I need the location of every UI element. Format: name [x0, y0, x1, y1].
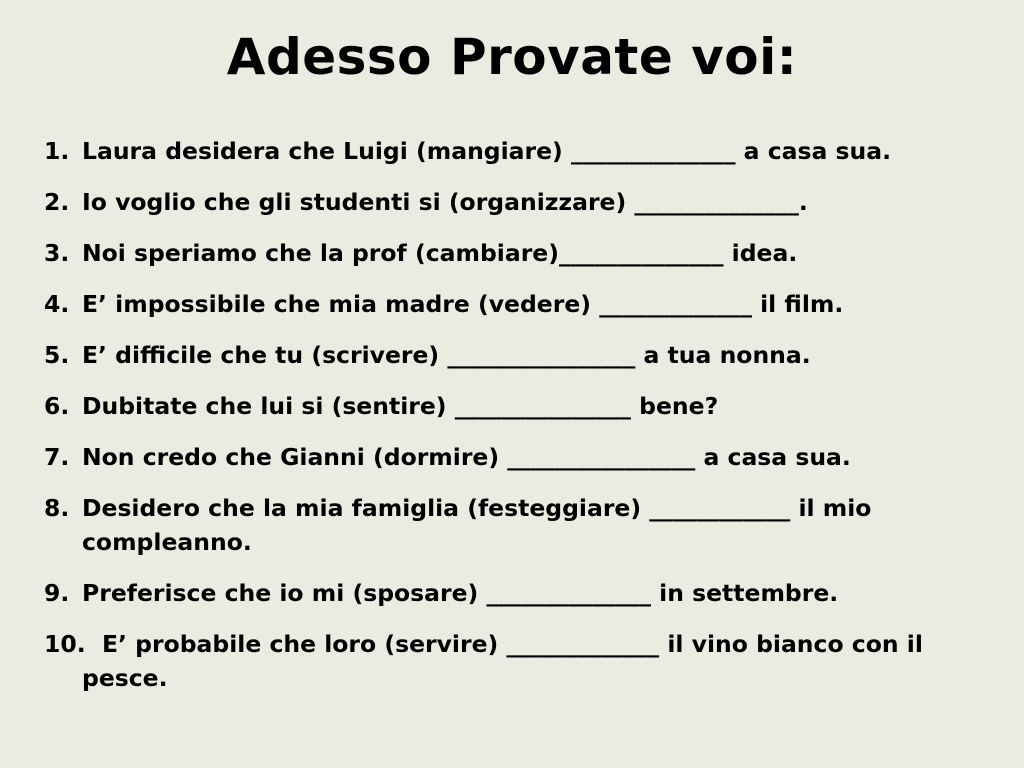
- exercise-text: Dubitate che lui si (sentire) _______________ bene?: [82, 392, 719, 420]
- exercise-number: 9.: [44, 579, 70, 607]
- exercise-text: Laura desidera che Luigi (mangiare) ______________ a casa sua.: [82, 137, 892, 165]
- exercise-number: 1.: [44, 137, 70, 165]
- exercise-number: 7.: [44, 443, 70, 471]
- exercise-item-5: [44, 338, 994, 372]
- exercise-list: [44, 134, 994, 712]
- exercise-text: Preferisce che io mi (sposare) ______________ in settembre.: [82, 579, 839, 607]
- exercise-text: E’ difficile che tu (scrivere) ________________ a tua nonna.: [82, 341, 811, 369]
- exercise-item-6: [44, 389, 994, 423]
- exercise-number: 2.: [44, 188, 70, 216]
- exercise-item-8: [44, 491, 994, 559]
- exercise-text: Non credo che Gianni (dormire) ________________ a casa sua.: [82, 443, 851, 471]
- exercise-number: 6.: [44, 392, 70, 420]
- exercise-item-3: [44, 236, 994, 270]
- exercise-number: 10.: [44, 630, 86, 658]
- exercise-text: Desidero che la mia famiglia (festeggiare) ____________ il mio compleanno.: [82, 494, 872, 556]
- exercise-number: 3.: [44, 239, 70, 267]
- exercise-number: 5.: [44, 341, 70, 369]
- exercise-text: E’ impossibile che mia madre (vedere) _____________ il film.: [82, 290, 844, 318]
- exercise-text: Io voglio che gli studenti si (organizzare) ______________.: [82, 188, 808, 216]
- exercise-text: E’ probabile che loro (servire) _____________ il vino bianco con il pesce.: [82, 630, 923, 692]
- exercise-item-10: [44, 627, 992, 695]
- exercise-item-7: [44, 440, 962, 474]
- exercise-item-1: [44, 134, 982, 168]
- exercise-text: Noi speriamo che la prof (cambiare)______________ idea.: [82, 239, 798, 267]
- exercise-number: 4.: [44, 290, 70, 318]
- exercise-item-4: [44, 287, 994, 321]
- exercise-number: 8.: [44, 494, 70, 522]
- exercise-item-2: [44, 185, 994, 219]
- slide-title: Adesso Provate voi:: [226, 28, 798, 86]
- exercise-item-9: [44, 576, 994, 610]
